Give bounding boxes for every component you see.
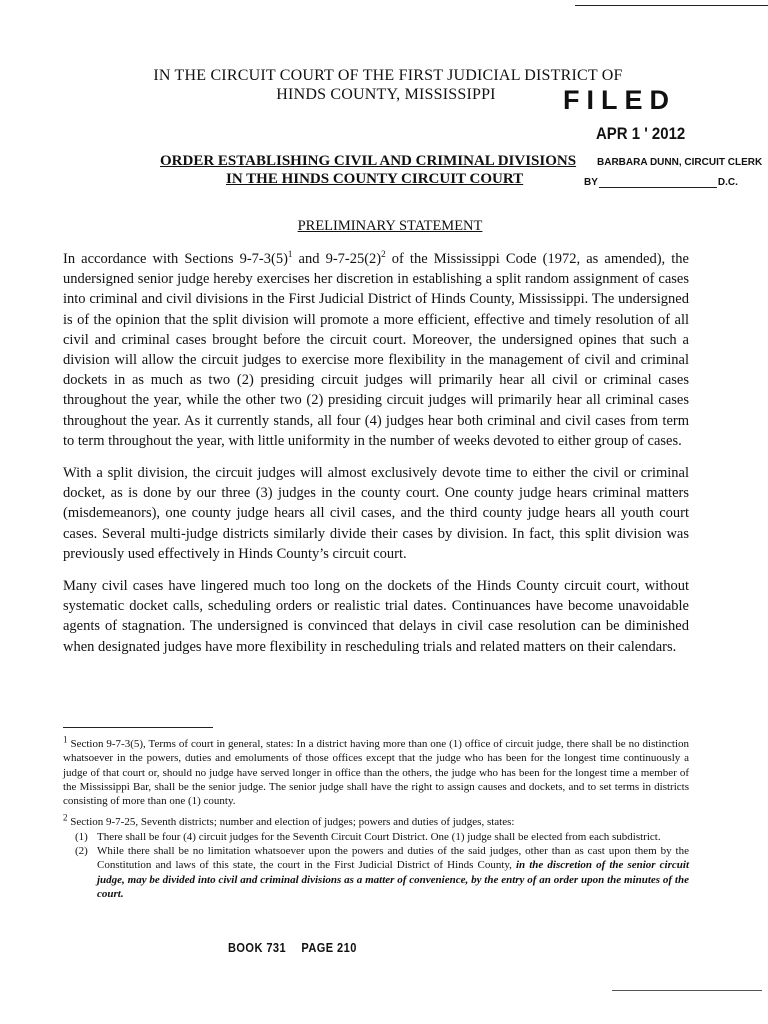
filed-stamp-clerk: BARBARA DUNN, CIRCUIT CLERK [597, 157, 763, 168]
paragraph-2: With a split division, the circuit judges will almost exclusively devote time to either the civil or criminal docket, as is done by our three (3) judges in the county court. One county judge hears criminal matters (misdemeanors), one county judge hears all civil cases, and the third county judge hears all youth court cases. Several multi-judge districts similarly divide their cases by division. In fact, this split division was previously used effectively in Hinds County’s circuit court. [63, 465, 689, 562]
court-header-line2: HINDS COUNTY, MISSISSIPPI [276, 86, 496, 103]
filed-stamp-date: APR 1 ' 2012 [596, 124, 686, 143]
footnote-2-number: 2 [63, 812, 68, 823]
paragraph-1-part-b: and 9-7-25(2) [292, 251, 382, 267]
filed-stamp-by: BY [584, 177, 598, 188]
order-title-line2: IN THE HINDS COUNTY CIRCUIT COURT [226, 171, 524, 187]
top-edge-rule [575, 5, 768, 6]
list-number: (2) [75, 845, 88, 858]
court-header-line1: IN THE CIRCUIT COURT OF THE FIRST JUDICIAL DISTRICT OF [153, 67, 623, 84]
list-text-emphasis: in the discretion of the senior circuit judge, may be divided into civil and criminal divisions as a matter of convenience, by the entry of an order upon the minutes of the court. [97, 859, 689, 900]
book-page-stamp [228, 940, 372, 955]
footnotes [63, 734, 689, 901]
paragraph-1-part-a: In accordance with Sections 9-7-3(5) [63, 251, 288, 267]
paragraph-1 [63, 249, 689, 451]
list-text: While there shall be no limitation whatsoever upon the powers and duties of the said judges, other than as cast upon them by the Constitution and laws of this state, the court in the First Judicial District of Hinds County, [97, 845, 689, 872]
signature-line [599, 187, 717, 188]
list-number: (1) [75, 830, 88, 843]
footnote-2-item-1 [63, 830, 689, 844]
body-text [63, 249, 689, 669]
paragraph-3: Many civil cases have lingered much too long on the dockets of the Hinds County circuit court, without systematic docket calls, scheduling orders or realistic trial dates. Continuances have become unavoidable agents of stagnation. The undersigned is convinced that delays in civil case resolution can be diminished when designated judges have more flexibility in rescheduling trials and related matters on their calendars. [63, 578, 689, 655]
bottom-edge-rule [612, 990, 762, 991]
footnote-2 [63, 812, 689, 829]
book-number: BOOK 731 [228, 940, 287, 955]
section-heading: PRELIMINARY STATEMENT [297, 218, 483, 234]
filed-stamp: FILED [563, 85, 676, 115]
order-title-line1: ORDER ESTABLISHING CIVIL AND CRIMINAL DIVISIONS [160, 153, 577, 169]
footnote-2-list [63, 830, 689, 901]
page-number: PAGE 210 [301, 940, 357, 955]
list-text: There shall be four (4) circuit judges for the Seventh Circuit Court District. One (1) judge shall be elected from each subdistrict. [97, 830, 661, 843]
paragraph-1-part-c: of the Mississippi Code (1972, as amended), the undersigned senior judge hereby exercises her discretion in establishing a split random assignment of cases into criminal and civil divisions in the First Judicial District of Hinds County, Mississippi. The undersigned is of the opinion that the split division will promote a more efficient, effective and timely resolution of all civil and criminal cases brought before the circuit court. Moreover, the undersigned opines that such a division will allow the circuit judges to exercise more flexibility in the management of civil and criminal dockets in as much as two (2) presiding circuit judges will primarily hear all civil or criminal cases throughout the year, while the other two (2) presiding circuit judges will primarily hear all criminal cases throughout the year. As it currently stands, all four (4) judges hear both criminal and civil cases from term to term throughout the year, with little uniformity in the number of weeks devoted to either group of cases. [63, 251, 689, 449]
filed-stamp-signature-line [584, 177, 738, 188]
footnote-divider [63, 727, 213, 728]
footnote-1 [63, 734, 689, 808]
footnote-ref-1: 1 [287, 249, 293, 260]
footnote-ref-2: 2 [381, 249, 386, 260]
footnote-1-number: 1 [63, 734, 68, 745]
filed-stamp-dc: D.C. [717, 177, 738, 188]
footnote-2-text: Section 9-7-25, Seventh districts; number and election of judges; powers and duties of judges, states: [67, 816, 515, 829]
footnote-2-item-2 [63, 844, 689, 901]
footnote-1-text: Section 9-7-3(5), Terms of court in general, states: In a district having more than one (1) office of circuit judge, there shall be no distinction whatsoever in the powers, duties and emoluments of those offices except that the judge who has been for the longest time continuously a judge of that court or, should no judge have served longer in office than the others, the judge who has been for the longest time a member of the Mississippi Bar, shall be the senior judge. The senior judge shall have the right to assign causes and dockets, and to set terms in districts consisting of more than one (1) county. [63, 738, 689, 808]
